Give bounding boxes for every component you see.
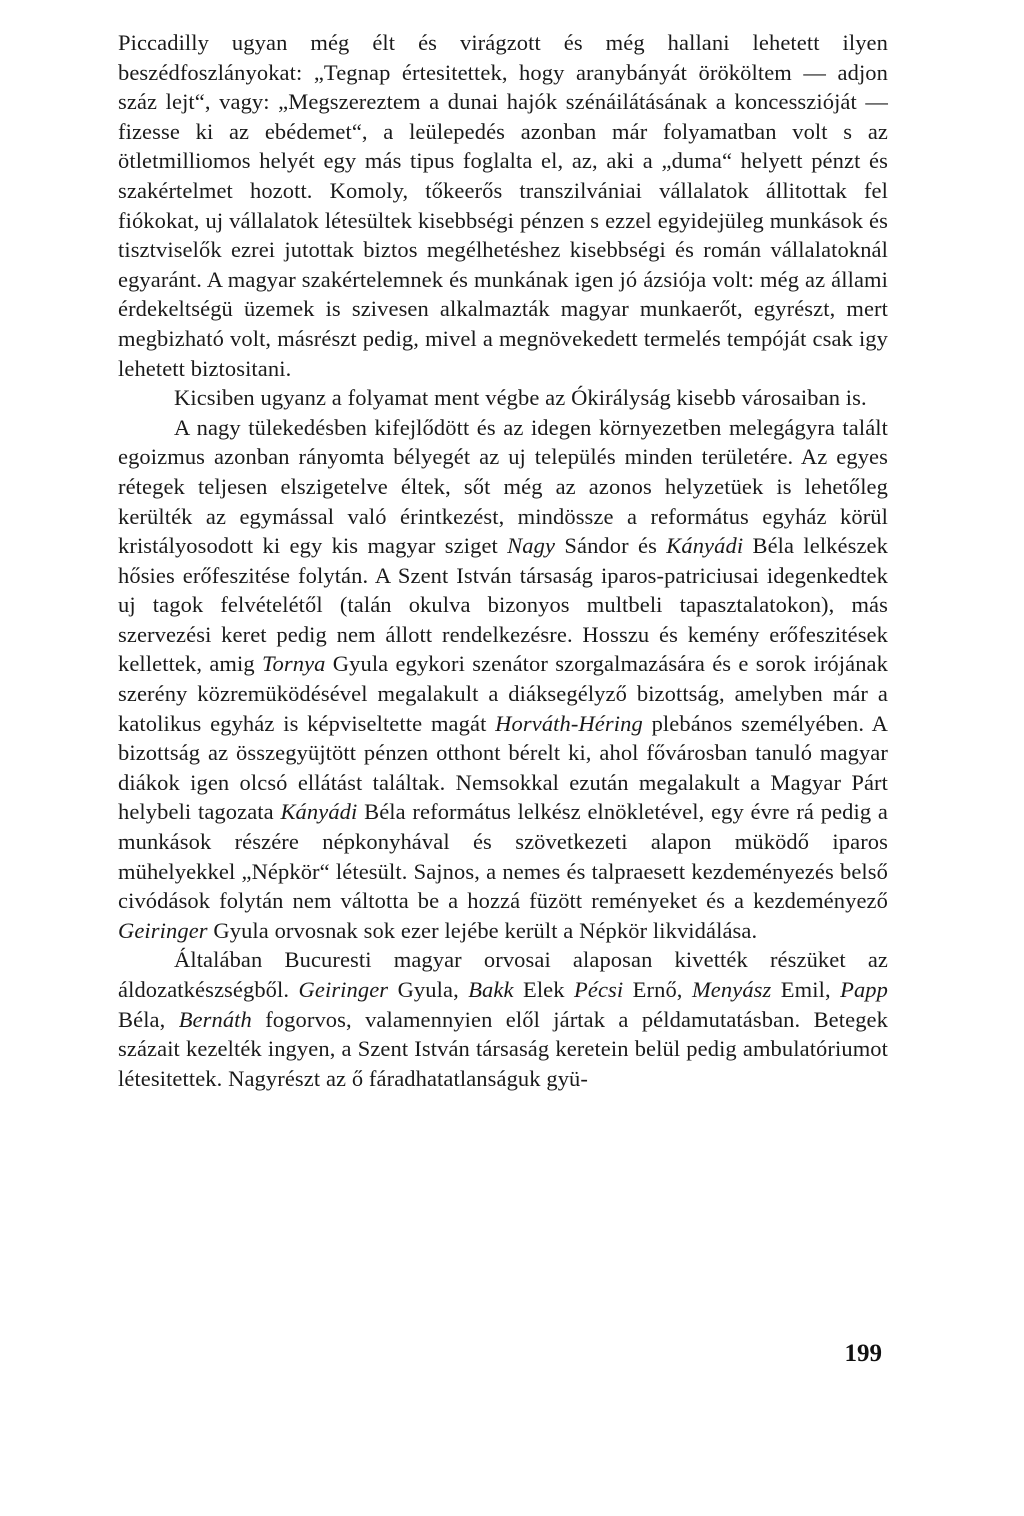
book-page-text (118, 28, 888, 1093)
text-segment: Gyula egykori szenátor szorgalmazására és e sorok irójának szerény közremüködésével megalakult a diáksegélyző bizottság, amelyben már a katolikus egyház is képviseltette magát (118, 651, 888, 736)
italic-name: Horváth-Héring (495, 710, 643, 736)
italic-name: Papp (840, 977, 888, 1002)
text-segment: Piccadilly ugyan még élt és virágzott és még hallani lehetett ilyen beszédfoszlányokat: „Tegnap értesitettek, hogy aranybányát örököltem — adjon száz lejt“, vagy: „Megszereztem a dunai hajók szénáilátásának a koncesszióját — fizesse ki az ebédemet“, a leülepedés azonban már folyamatban volt s az ötletmilliomos helyét egy más tipus foglalta el, az, aki a „duma“ helyett pénzt és szakértelmet hozott. Komoly, tőkeerős transzilvániai vállalatok állitottak fel fiókokat, uj vállalatok létesültek kisebbségi pénzen s ezzel egyidejüleg munkások és tisztviselők ezrei jutottak biztos megélhetéshez kisebbségi és román vállalatoknál egyaránt. A magyar szakértelemnek és munkának igen jó ázsiója volt: még az állami érdekeltségü üzemek is szivesen alkalmazták magyar munkaerőt, egyrészt, mert megbizható volt, másrészt pedig, mivel a megnövekedett termelés tempóját csak igy lehetett biztositani. (118, 30, 888, 381)
text-segment: Sándor és (555, 533, 667, 559)
text-segment: A nagy tülekedésben kifejlődött és az idegen környezetben melegágyra talált egoizmus azonban rányomta bélyegét az uj település minden területére. Az egyes rétegek teljesen elszigetelve éltek, sőt még az azonos helyzetüek is lehetőleg kerülték az egymással való érintkezést, mindössze a református egyház körül kristályosodott ki egy kis magyar sziget (118, 414, 888, 559)
paragraph-1 (118, 28, 888, 383)
italic-name: Bakk (468, 977, 514, 1002)
text-segment: Béla, (118, 1006, 179, 1032)
italic-name: Menyász (691, 977, 772, 1002)
italic-name: Kányádi (666, 533, 744, 559)
paragraph-3 (118, 413, 888, 946)
text-segment: Béla lelkészek hősies erőfeszitése folytán. A Szent István társaság iparos-patriciusai idegenkedtek uj tagok felvételétől (talán okulva bizonyos multbeli tapasztalatokon), más szervezési keret pedig nem állott rendelkezésre. Hosszu és kemény erőfeszitések kellettek, amig (118, 533, 888, 677)
text-segment: Általában Bucuresti magyar orvosai alaposan kivették részüket az áldozatkészségből. (118, 947, 888, 1002)
text-segment: plebános személyében. A bizottság az összegyüjtött pénzen otthont bérelt ki, ahol fővárosban tanuló magyar diákok igen olcsó ellátást találtak. Nemsokkal ezután megalakult a Magyar Párt helybeli tagozata (118, 710, 888, 825)
text-segment: Béla református lelkész elnökletével, egy évre rá pedig a munkások részére népkonyhával és szövetkezeti alapon müködő iparos mühelyekkel „Népkör“ létesült. Sajnos, a nemes és talpraesett kezdeményezés belső civódások folytán nem váltotta be a hozzá füzött reményeket és a kezdeményező (118, 799, 888, 914)
italic-name: Bernáth (178, 1006, 252, 1032)
italic-name: Geiringer (298, 977, 389, 1002)
paragraph-2 (118, 383, 888, 413)
paragraph-4 (118, 945, 888, 1093)
page-number: 199 (844, 1340, 882, 1367)
text-segment: Gyula orvosnak sok ezer lejébe került a Népkör likvidálása. (207, 917, 758, 943)
italic-name: Kányádi (280, 799, 358, 825)
italic-name: Geiringer (118, 917, 208, 943)
italic-name: Pécsi (574, 977, 624, 1002)
text-segment: Ernő, (623, 977, 692, 1002)
text-segment: Emil, (771, 977, 841, 1002)
italic-name: Nagy (507, 533, 556, 559)
italic-name: Tornya (261, 651, 326, 677)
text-segment: Gyula, (388, 977, 469, 1002)
text-segment: Kicsiben ugyanz a folyamat ment végbe az Ókirályság kisebb városaiban is. (174, 385, 867, 411)
text-segment: Elek (513, 977, 575, 1002)
text-segment: fogorvos, valamennyien elől jártak a példamutatásban. Betegek százait kezelték ingyen, a Szent István társaság keretein belül pedig ambulatóriumot létesitettek. Nagyrészt az ő fáradhatatlanságuk gyü- (118, 1006, 888, 1091)
